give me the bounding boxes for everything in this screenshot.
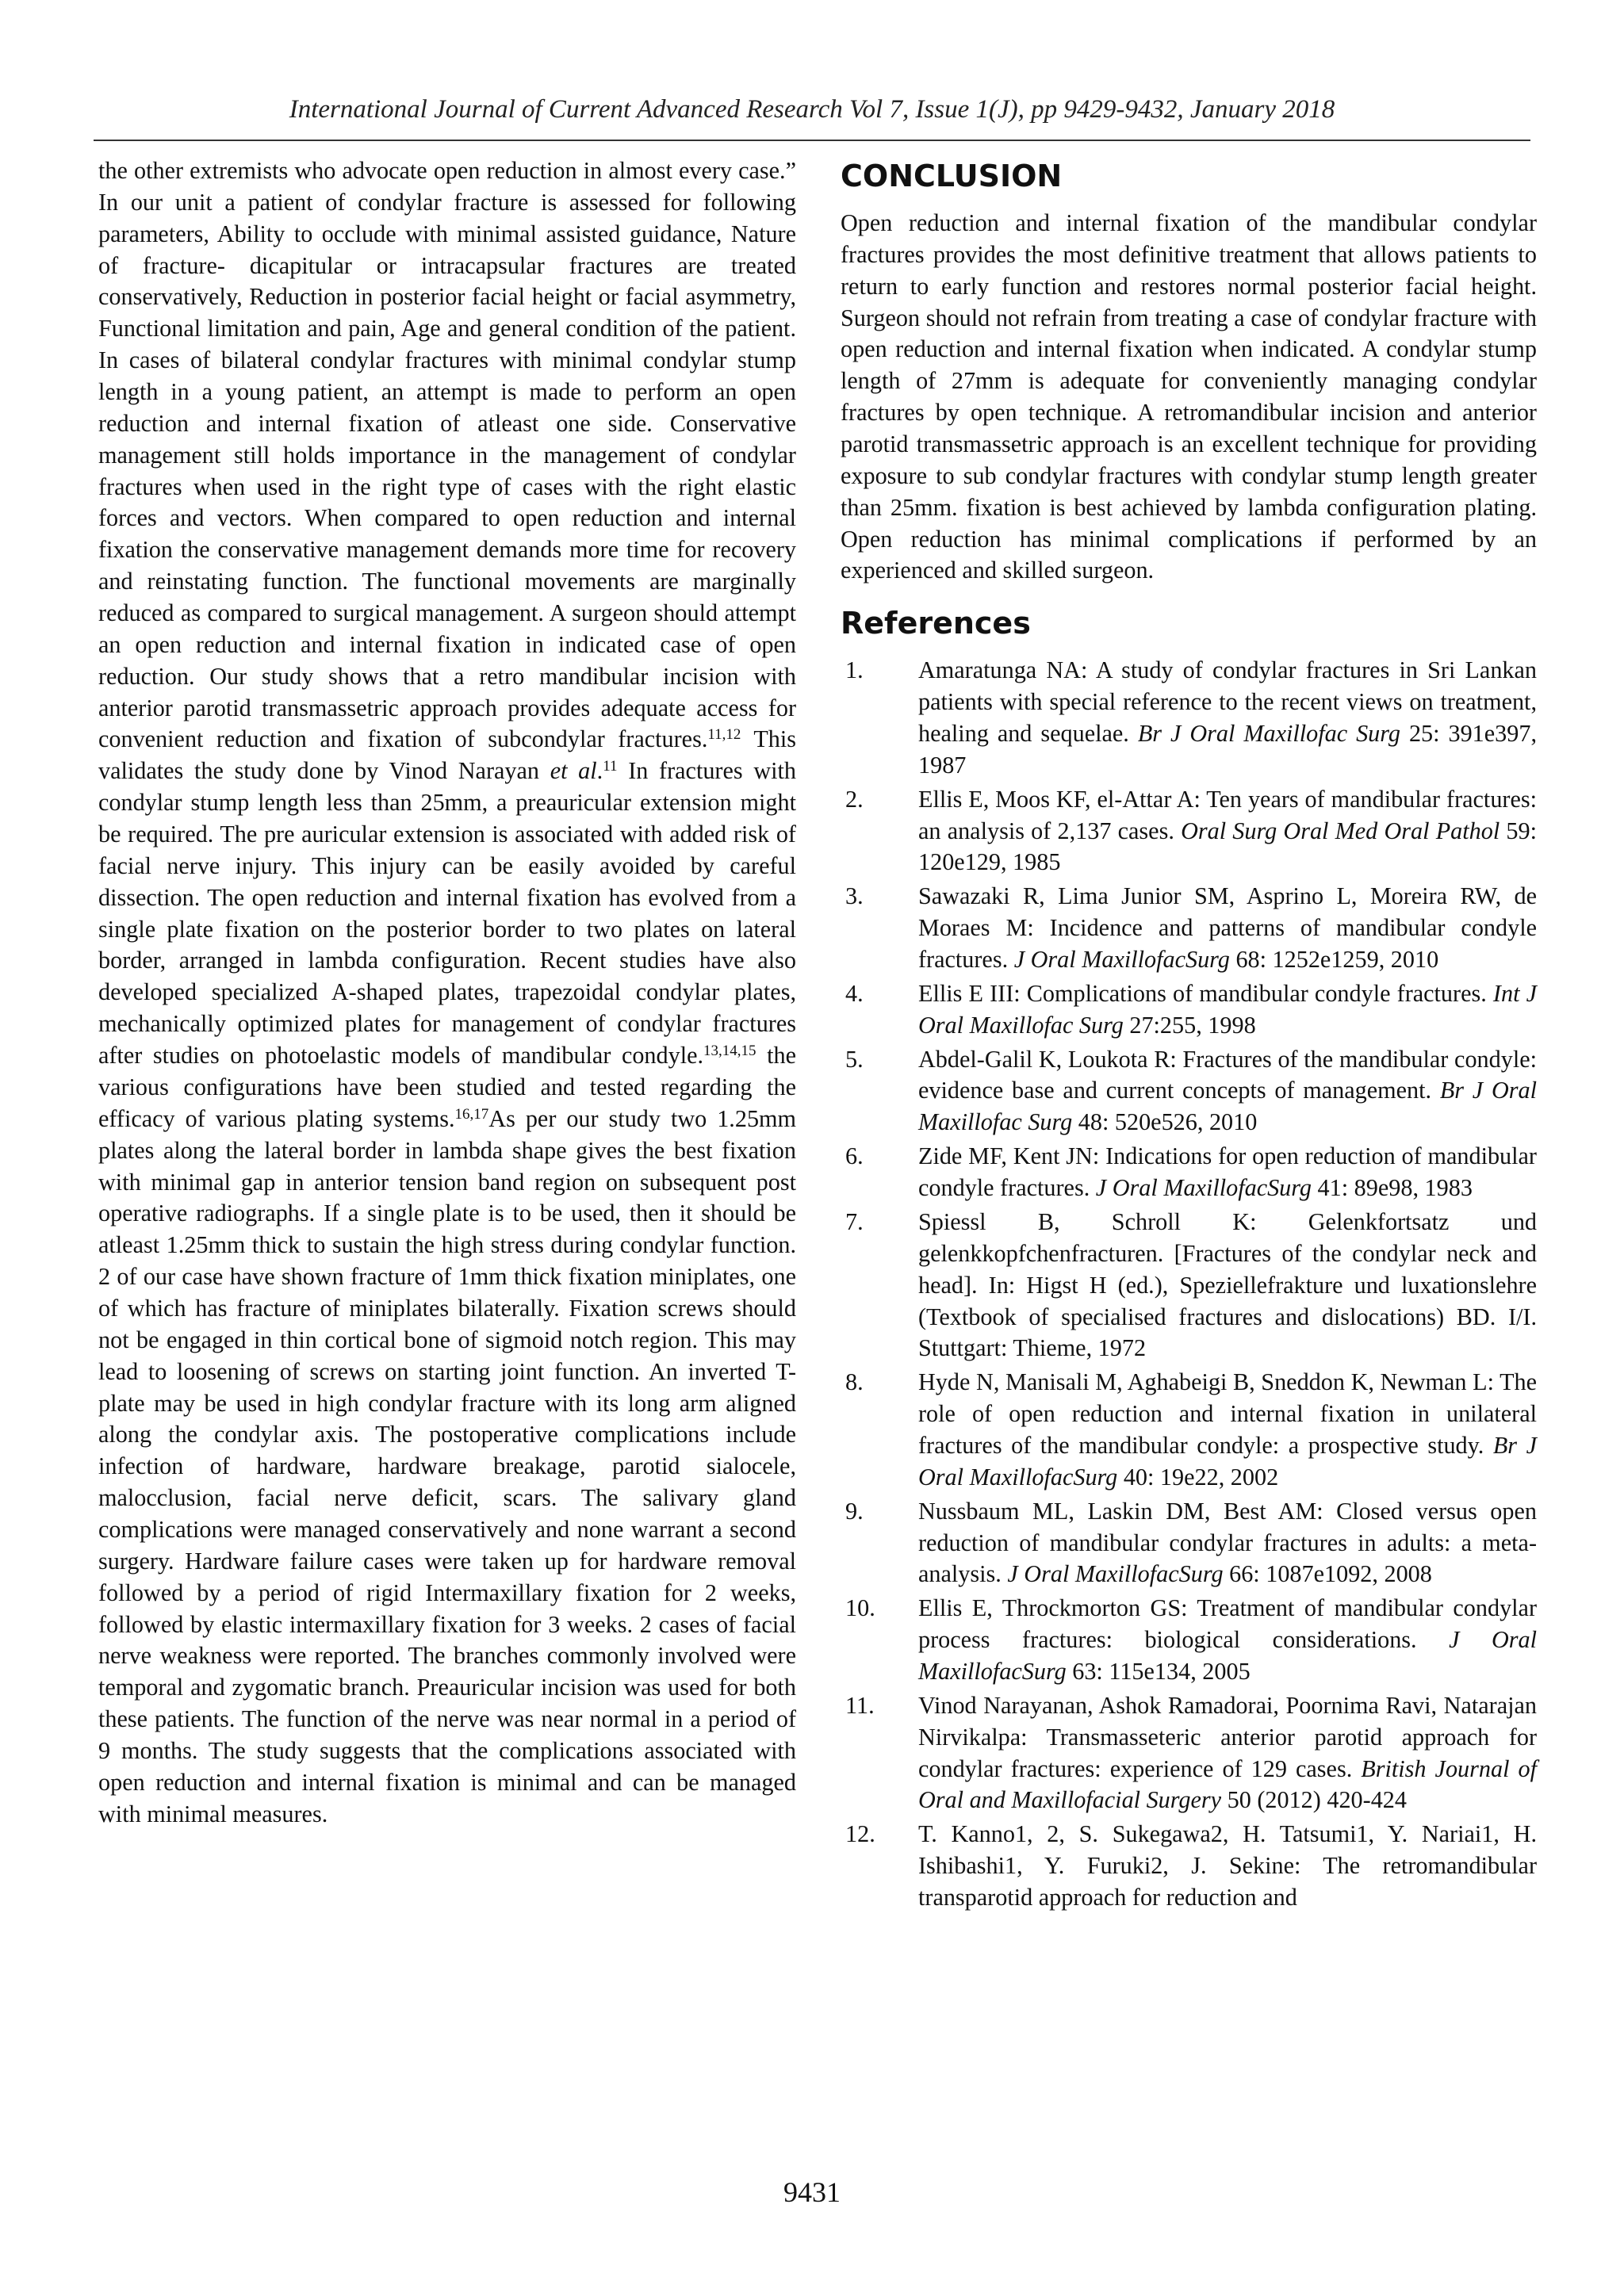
reference-text: Amaratunga NA: A study of condylar fractures in Sri Lankan patients with special reference to the recent views on treatment, healing and sequelae. (918, 656, 1537, 748)
reference-details: 68: 1252e1259, 2010 (1229, 946, 1439, 974)
reference-item (841, 1496, 1537, 1591)
reference-item (841, 1141, 1537, 1204)
reference-text: Spiessl B, Schroll K: Gelenkfortsatz und gelenkkopfchenfracturen. [Fractures of the condylar neck and head]. In: Higst H (ed.), Speziellefrakture und luxationslehre (Textbook of specialised fractures and dislocations) BD. I/I. Stuttgart: Thieme, 1972 (918, 1207, 1537, 1362)
reference-item (841, 1819, 1537, 1914)
reference-details: 40: 19e22, 2002 (1117, 1463, 1279, 1490)
discussion-text-5: the various configurations have been studied and tested regarding the efficacy of various plating systems. (98, 1042, 796, 1132)
references-list (841, 655, 1537, 1914)
reference-journal: British Journal of Oral and Maxillofacial Surgery (918, 1755, 1537, 1814)
reference-number: 5. (845, 1045, 864, 1073)
reference-number: 11. (845, 1691, 875, 1719)
reference-item (841, 881, 1537, 976)
reference-journal: Br J Oral Maxillofac Surg (918, 1077, 1537, 1136)
reference-details: 63: 115e134, 2005 (1066, 1657, 1251, 1685)
reference-journal: J Oral MaxillofacSurg (918, 1626, 1537, 1685)
reference-text: T. Kanno1, 2, S. Sukegawa2, H. Tatsumi1, Y. Nariai1, H. Ishibashi1, Y. Furuki2, J. Sekine: The retromandibular transparotid approach for reduction and (918, 1820, 1537, 1911)
reference-item (841, 784, 1537, 879)
running-header: International Journal of Current Advanced Research Vol 7, Issue 1(J), pp 9429-9432, January 2018 (289, 95, 1335, 124)
reference-item (841, 978, 1537, 1042)
discussion-text-3: . (596, 757, 603, 785)
reference-journal: J Oral MaxillofacSurg (1013, 946, 1230, 974)
reference-journal: Int J Oral Maxillofac Surg (918, 979, 1538, 1039)
reference-number: 8. (845, 1368, 864, 1396)
page-number: 9431 (783, 2176, 841, 2208)
citation: 13,14,15 (703, 1043, 756, 1060)
reference-text: Zide MF, Kent JN: Indications for open reduction of mandibular condyle fractures. (918, 1142, 1537, 1202)
reference-text: Abdel-Galil K, Loukota R: Fractures of the mandibular condyle: evidence base and current concepts of management. (918, 1045, 1537, 1104)
discussion-column (98, 155, 796, 1831)
reference-number: 6. (845, 1142, 864, 1170)
et-al: et al (550, 757, 597, 785)
reference-text: Vinod Narayanan, Ashok Ramadorai, Poornima Ravi, Natarajan Nirvikalpa: Transmasseteric anterior parotid approach for condylar fractures: experience of 129 cases. (918, 1691, 1537, 1782)
discussion-paragraph (98, 155, 796, 1831)
reference-details: 66: 1087e1092, 2008 (1223, 1560, 1432, 1588)
conclusion-heading: CONCLUSION (841, 159, 1063, 193)
reference-item (841, 1367, 1537, 1493)
reference-item (841, 1207, 1537, 1364)
discussion-text-4: In fractures with condylar stump length less than 25mm, a preauricular extension might be required. The pre auricular extension is associated with added risk of facial nerve injury. This injury can be easily avoided by careful dissection. The open reduction and internal fixation has evolved from a single plate fixation on the posterior border to two plates on lateral border, arranged in lambda configuration. Recent studies have also developed specialized A-shaped plates, trapezoidal condylar plates, mechanically optimized plates for management of condylar fractures after studies on photoelastic models of mandibular condyle. (98, 757, 796, 1070)
discussion-text-1: the other extremists who advocate open reduction in almost every case.” In our unit a patient of condylar fracture is assessed for following parameters, Ability to occlude with minimal assisted guidance, Nature of fracture- dicapitular or intracapsular fractures are treated conservatively, Reduction in posterior facial height or facial asymmetry, Functional limitation and pain, Age and general condition of the patient. In cases of bilateral condylar fractures with minimal condylar stump length in a young patient, an attempt is made to perform an open reduction and internal fixation of atleast one side. Conservative management still holds importance in the management of condylar fractures when used in the right type of cases with the right elastic forces and vectors. When compared to open reduction and internal fixation the conservative management demands more time for recovery and reinstating function. The functional movements are marginally reduced as compared to surgical management. A surgeon should attempt an open reduction and internal fixation in indicated case of open reduction. Our study shows that a retro mandibular incision with anterior parotid transmassetric approach provides adequate access for convenient reduction and fixation of subcondylar fractures. (98, 157, 796, 753)
reference-item (841, 1044, 1537, 1139)
reference-text: Ellis E III: Complications of mandibular condyle fractures. (918, 979, 1493, 1007)
reference-number: 2. (845, 785, 864, 813)
reference-number: 7. (845, 1207, 864, 1235)
reference-text: Ellis E, Throckmorton GS: Treatment of mandibular condylar process fractures: biological considerations. (918, 1594, 1537, 1654)
reference-details: 25: 391e397, 1987 (918, 720, 1538, 779)
reference-details: 48: 520e526, 2010 (1072, 1108, 1258, 1136)
reference-item (841, 1690, 1537, 1816)
right-column (841, 155, 1537, 1916)
reference-text: Ellis E, Moos KF, el-Attar A: Ten years of mandibular fractures: an analysis of 2,137 cases. (918, 785, 1537, 844)
reference-number: 3. (845, 882, 864, 910)
conclusion-text: Open reduction and internal fixation of the mandibular condylar fractures provides the most definitive treatment that allows patients to return to early function and restores normal posterior facial height. Surgeon should not refrain from treating a case of condylar fracture with open reduction and internal fixation when indicated. A condylar stump length of 27mm is adequate for conveniently managing condylar fractures by open technique. A retromandibular incision and anterior parotid transmassetric approach is an excellent technique for providing exposure to sub condylar fractures with condylar stump length greater than 25mm. fixation is best achieved by lambda configuration plating. Open reduction has minimal complications if performed by an experienced and skilled surgeon. (841, 209, 1537, 584)
reference-number: 9. (845, 1497, 864, 1525)
reference-details: 50 (2012) 420-424 (1221, 1786, 1407, 1814)
reference-details: 41: 89e98, 1983 (1312, 1174, 1473, 1202)
reference-text: Hyde N, Manisali M, Aghabeigi B, Sneddon K, Newman L: The role of open reduction and internal fixation in unilateral fractures of the mandibular condyle: a prospective study. (918, 1368, 1537, 1459)
discussion-text-6: As per our study two 1.25mm plates along the lateral border in lambda shape gives the best fixation with minimal gap in anterior tension band region on subsequent post operative radiographs. If a single plate is to be used, then it should be atleast 1.25mm thick to sustain the high stress during condylar function. 2 of our case have shown fracture of 1mm thick fixation miniplates, one of which has fracture of miniplates bilaterally. Fixation screws should not be engaged in thin cortical bone of sigmoid notch region. This may lead to loosening of screws on starting joint function. An inverted T-plate may be used in high condylar fracture with its long arm aligned along the condylar axis. The postoperative complications include infection of hardware, hardware breakage, parotid sialocele, malocclusion, facial nerve deficit, scars. The salivary gland complications were managed conservatively and none warrant a second surgery. Hardware failure cases were taken up for hardware removal followed by a period of rigid Intermaxillary fixation for 2 weeks, followed by elastic intermaxillary fixation for 3 weeks. 2 cases of facial nerve weakness were reported. The branches commonly involved were temporal and zygomatic branch. Preauricular incision was used for both these patients. The function of the nerve was near normal in a period of 9 months. The study suggests that the complications associated with open reduction and internal fixation is minimal and can be managed with minimal measures. (98, 1104, 796, 1827)
reference-text: Sawazaki R, Lima Junior SM, Asprino L, Moreira RW, de Moraes M: Incidence and patterns of mandibular condyle fractures. (918, 882, 1537, 974)
reference-journal: Br J Oral MaxillofacSurg (918, 1431, 1537, 1490)
reference-details: 59: 120e129, 1985 (918, 817, 1537, 876)
citation: 11 (603, 758, 618, 775)
references-heading: References (841, 606, 1031, 641)
reference-number: 12. (845, 1820, 875, 1848)
reference-number: 4. (845, 979, 864, 1007)
reference-item (841, 1593, 1537, 1688)
header-rule (94, 140, 1530, 141)
reference-item (841, 655, 1537, 781)
reference-number: 1. (845, 656, 864, 684)
reference-details: 27:255, 1998 (1123, 1011, 1256, 1039)
reference-number: 10. (845, 1594, 875, 1622)
reference-journal: J Oral MaxillofacSurg (1007, 1560, 1224, 1588)
reference-text: Nussbaum ML, Laskin DM, Best AM: Closed versus open reduction of mandibular condylar fractures in adults: a meta-analysis. (918, 1497, 1537, 1588)
reference-journal: J Oral MaxillofacSurg (1095, 1174, 1312, 1202)
discussion-text-2: This validates the study done by Vinod Narayan (98, 725, 796, 785)
citation: 11,12 (707, 726, 741, 744)
citation: 16,17 (454, 1105, 489, 1123)
reference-journal: Oral Surg Oral Med Oral Pathol (1181, 817, 1500, 844)
reference-journal: Br J Oral Maxillofac Surg (1137, 720, 1400, 748)
